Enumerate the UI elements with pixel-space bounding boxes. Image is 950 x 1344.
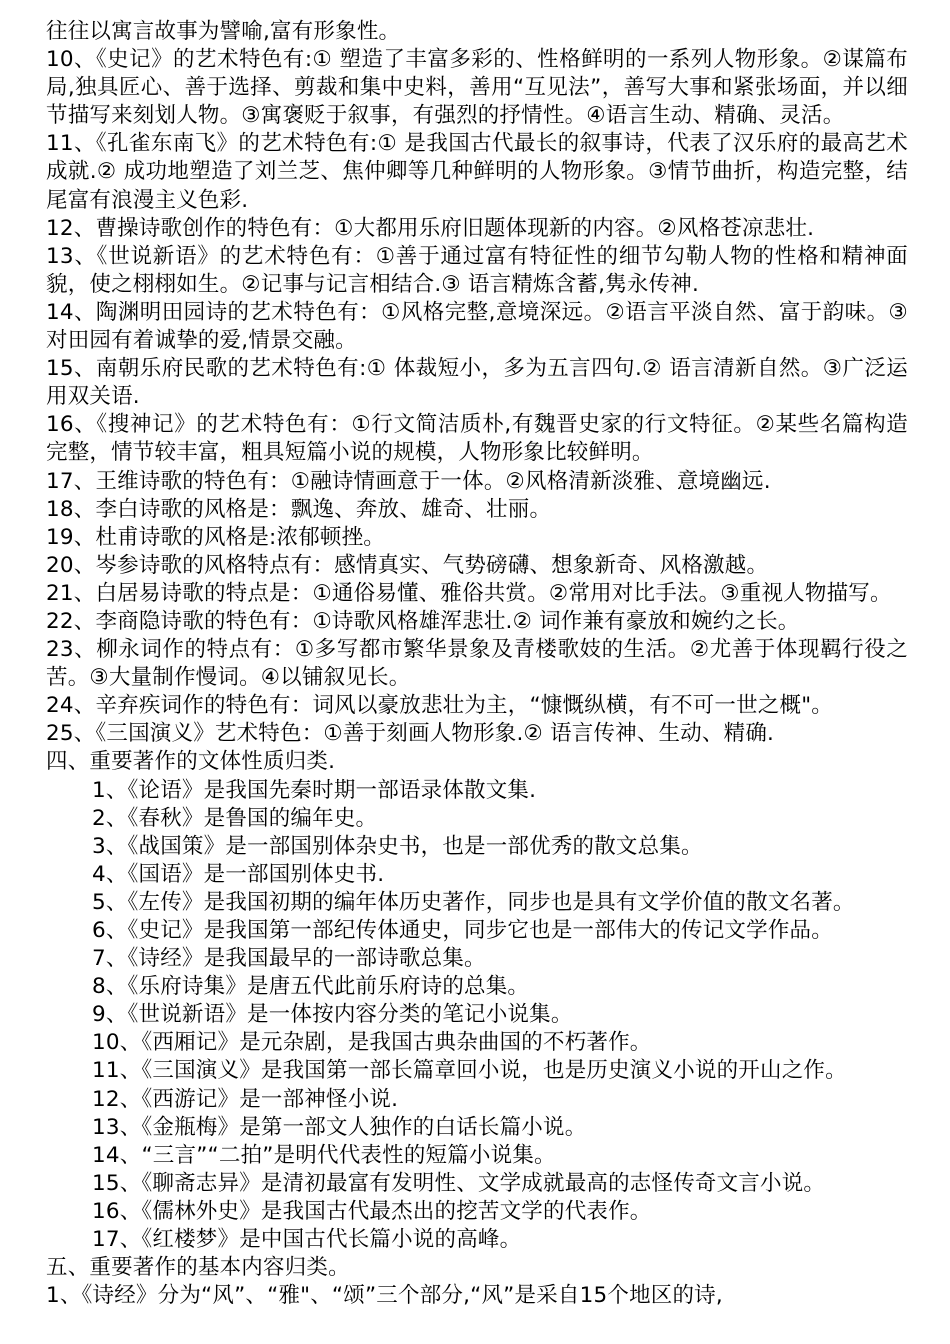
paragraph: 四、重要著作的文体性质归类.	[46, 749, 336, 775]
paragraph: 12、曹操诗歌创作的特色有：①大都用乐府旧题体现新的内容。②风格苍凉悲壮.	[46, 215, 815, 241]
paragraph: 18、李白诗歌的风格是：飘逸、奔放、雄奇、壮丽。	[46, 496, 552, 522]
paragraph: 5、《左传》是我国初期的编年体历史著作，同步也是具有文学价值的散文名著。	[92, 889, 855, 915]
paragraph: 11、《三国演义》是我国第一部长篇章回小说，也是历史演义小说的开山之作。	[92, 1058, 847, 1084]
paragraph: 13、《金瓶梅》是第一部文人独作的白话长篇小说。	[92, 1114, 587, 1140]
paragraph: 20、岑参诗歌的风格特点有：感情真实、气势磅礴、想象新奇、风格激越。	[46, 552, 769, 578]
paragraph: 11、《孔雀东南飞》的艺术特色有:① 是我国古代最长的叙事诗，代表了汉乐府的最高艺术成就.② 成功地塑造了刘兰芝、焦仲卿等几种鲜明的人物形象。③情节曲折，构造完整，结尾富有浪漫主义色彩.	[46, 131, 908, 213]
paragraph: 15、南朝乐府民歌的艺术特色有:① 体裁短小，多为五言四句.② 语言清新自然。③广泛运用双关语.	[46, 356, 908, 410]
paragraph: 2、《春秋》是鲁国的编年史。	[92, 805, 378, 831]
paragraph: 10、《西厢记》是元杂剧，是我国古典杂曲国的不朽著作。	[92, 1030, 652, 1056]
paragraph: 19、杜甫诗歌的风格是:浓郁顿挫。	[46, 524, 386, 550]
paragraph: 9、《世说新语》是一体按内容分类的笔记小说集。	[92, 1002, 573, 1028]
paragraph: 14、陶渊明田园诗的艺术特色有：①风格完整,意境深远。②语言平淡自然、富于韵味。③对田园有着诚挚的爱,情景交融。	[46, 299, 908, 354]
paragraph: 15、《聊斋志异》是清初最富有发明性、文学成就最高的志怪传奇文言小说。	[92, 1170, 826, 1196]
paragraph: 8、《乐府诗集》是唐五代此前乐府诗的总集。	[92, 974, 530, 1000]
paragraph: 7、《诗经》是我国最早的一部诗歌总集。	[92, 946, 486, 972]
paragraph: 6、《史记》是我国第一部纪传体通史，同步它也是一部伟大的传记文学作品。	[92, 918, 833, 943]
paragraph: 3、《战国策》是一部国别体杂史书，也是一部优秀的散文总集。	[92, 833, 703, 859]
paragraph: 16、《儒林外史》是我国古代最杰出的挖苦文学的代表作。	[92, 1198, 652, 1224]
paragraph: 1、《诗经》分为“风”、“雅"、“颂”三个部分,“风”是采自15个地区的诗,	[46, 1283, 723, 1309]
paragraph: 23、柳永词作的特点有：①多写都市繁华景象及青楼歌妓的生活。②尤善于体现羁行役之苦。③大量制作慢词。④以铺叙见长。	[46, 637, 908, 691]
paragraph: 22、李商隐诗歌的特色有：①诗歌风格雄浑悲壮.② 词作兼有豪放和婉约之长。	[46, 608, 800, 634]
paragraph: 17、《红楼梦》是中国古代长篇小说的高峰。	[92, 1227, 522, 1253]
paragraph: 24、辛弃疾词作的特色有：词风以豪放悲壮为主，“慷慨纵横，有不可一世之概"。	[46, 693, 833, 719]
paragraph: 4、《国语》是一部国别体史书.	[92, 861, 385, 887]
paragraph: 往往以寓言故事为譬喻,富有形象性。	[46, 19, 401, 44]
paragraph: 13、《世说新语》的艺术特色有：①善于通过富有特征性的细节勾勒人物的性格和精神面貌，使之栩栩如生。②记事与记言相结合.③ 语言精炼含蓄,隽永传神.	[46, 243, 908, 297]
document-page	[46, 18, 908, 1310]
paragraph: 12、《西游记》是一部神怪小说.	[92, 1086, 399, 1112]
paragraph: 五、重要著作的基本内容归类。	[46, 1255, 350, 1281]
paragraph: 25、《三国演义》艺术特色：①善于刻画人物形象.② 语言传神、生动、精确.	[46, 721, 775, 747]
paragraph: 14、“三言”“二拍”是明代代表性的短篇小说集。	[92, 1142, 556, 1168]
paragraph: 16、《搜神记》的艺术特色有：①行文简洁质朴,有魏晋史家的行文特征。②某些名篇构造完整，情节较丰富，粗具短篇小说的规模，人物形象比较鲜明。	[46, 412, 908, 466]
paragraph: 21、白居易诗歌的特点是：①通俗易懂、雅俗共赏。②常用对比手法。③重视人物描写。	[46, 580, 892, 606]
paragraph: 10、《史记》的艺术特色有:① 塑造了丰富多彩的、性格鲜明的一系列人物形象。②谋篇布局,独具匠心、善于选择、剪裁和集中史料，善用“互见法”，善写大事和紧张场面，并以细节描写来刻划人物。③寓褒贬于叙事，有强烈的抒情性。④语言生动、精确、灵活。	[46, 47, 908, 129]
paragraph: 17、王维诗歌的特色有：①融诗情画意于一体。②风格清新淡雅、意境幽远.	[46, 468, 771, 494]
paragraph: 1、《论语》是我国先秦时期一部语录体散文集.	[92, 777, 537, 803]
